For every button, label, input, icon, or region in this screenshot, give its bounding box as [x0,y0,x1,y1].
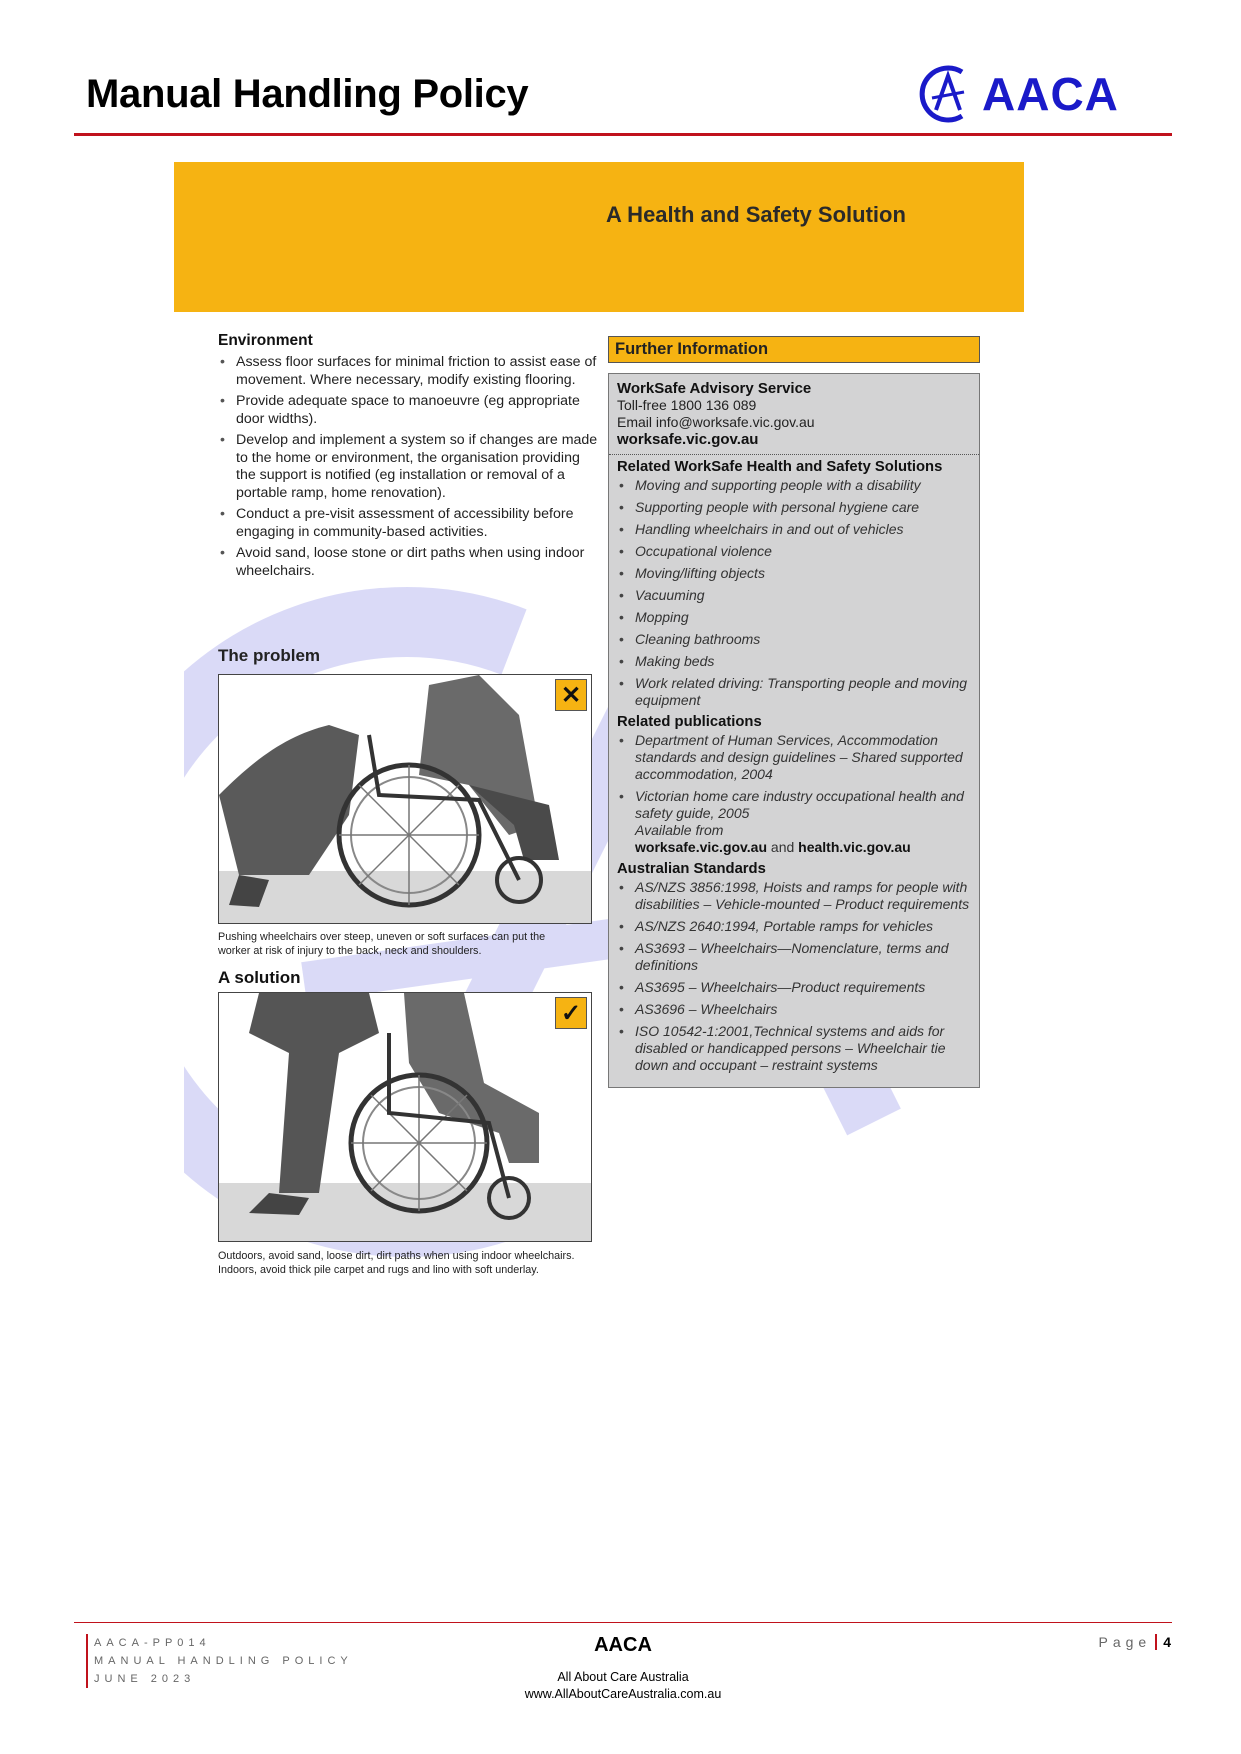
service-name: WorkSafe Advisory Service [617,380,812,397]
banner-title: A Health and Safety Solution [606,202,906,227]
list-item: • AS/NZS 3856:1998, Hoists and ramps for people with disabilities – Vehicle-mounted – Product requirements [617,879,971,913]
list-item: • Develop and implement a system so if changes are made to the home or environment, the organisation providing the support is notified (eg installation or removal of a portable ramp, home renovation). [218,432,598,502]
list-item [617,788,971,856]
tollfree-number: Toll-free 1800 136 089 [617,397,757,413]
footer-divider [74,1622,1172,1623]
page-title: Manual Handling Policy [86,72,529,116]
list-item: • Mopping [617,609,971,626]
footer-brand-block [400,1634,846,1703]
related-solutions-heading: Related WorkSafe Health and Safety Solutions [617,459,943,475]
list-item: • Provide adequate space to manoeuvre (eg appropriate door widths). [218,393,598,428]
further-information-heading: Further Information [608,336,980,363]
list-item: • Work related driving: Transporting people and moving equipment [617,675,971,709]
doc-date: JUNE 2023 [86,1670,353,1688]
environment-heading: Environment [218,332,313,349]
footer-org-name: All About Care Australia [557,1670,689,1684]
worksafe-link[interactable]: worksafe.vic.gov.au [617,431,759,448]
page-number: 4 [1155,1634,1171,1650]
aaca-emblem-icon [918,64,974,124]
contact-email[interactable]: Email info@worksafe.vic.gov.au [617,414,815,430]
health-safety-sheet [174,162,1024,1302]
further-information-section [608,336,980,1088]
solution-heading: A solution [218,968,301,987]
footer-doc-info [86,1634,353,1688]
list-item: • Assess floor surfaces for minimal friction to assist ease of movement. Where necessary, modify existing flooring. [218,354,598,389]
aaca-logo [918,62,1128,126]
list-item: • Cleaning bathrooms [617,631,971,648]
logo-text: AACA [982,68,1119,120]
list-item: • AS/NZS 2640:1994, Portable ramps for vehicles [617,918,971,935]
banner [174,162,1024,312]
list-item: • ISO 10542-1:2001,Technical systems and aids for disabled or handicapped persons – Wheelchair tie down and occupant – restraint systems [617,1023,971,1074]
list-item: • Department of Human Services, Accommodation standards and design guidelines – Shared supported accommodation, 2004 [617,732,971,783]
footer-brand: AACA [594,1634,652,1656]
list-item: • Handling wheelchairs in and out of vehicles [617,521,971,538]
problem-heading: The problem [218,646,321,665]
standards-list [617,879,971,1074]
environment-section [218,332,598,584]
list-item: • AS3693 – Wheelchairs—Nomenclature, terms and definitions [617,940,971,974]
solution-caption: Outdoors, avoid sand, loose dirt, dirt paths when using indoor wheelchairs. Indoors, avoid thick pile carpet and rugs and lino with soft underlay. [218,1250,575,1276]
publication-title: Victorian home care industry occupational health and safety guide, 2005 [635,788,964,821]
list-item: • Occupational violence [617,543,971,560]
list-item: • AS3695 – Wheelchairs—Product requirements [617,979,971,996]
publications-heading: Related publications [617,714,762,730]
and-text: and [770,839,795,855]
wheelchair-pushing-illustration [219,993,591,1241]
list-item: • Moving/lifting objects [617,565,971,582]
list-item: • AS3696 – Wheelchairs [617,1001,971,1018]
publications-list [617,732,971,856]
wheelchair-pushing-illustration [219,675,591,923]
doc-code: AACA-PP014 [86,1634,353,1652]
header-divider [74,133,1172,136]
list-item: • Moving and supporting people with a disability [617,477,971,494]
further-information-box [608,373,980,1088]
problem-caption: Pushing wheelchairs over steep, uneven or soft surfaces can put the worker at risk of injury to the back, neck and shoulders. [218,931,546,957]
list-item: • Conduct a pre-visit assessment of accessibility before engaging in community-based activities. [218,506,598,541]
page-label: Page [1098,1634,1152,1650]
footer-website-link[interactable]: www.AllAboutCareAustralia.com.au [524,1687,722,1701]
standards-heading: Australian Standards [617,861,766,877]
list-item: • Vacuuming [617,587,971,604]
list-item: • Making beds [617,653,971,670]
related-solutions-list [617,477,971,709]
divider [609,454,979,455]
environment-list [218,354,598,580]
available-from-label: Available from [635,822,724,838]
solution-check-icon: ✓ [555,997,587,1029]
list-item: • Avoid sand, loose stone or dirt paths when using indoor wheelchairs. [218,545,598,580]
problem-illustration [218,674,592,924]
list-item: • Supporting people with personal hygiene care [617,499,971,516]
problem-cross-icon: ✕ [555,679,587,711]
page-number-block [1099,1634,1172,1650]
doc-name: MANUAL HANDLING POLICY [86,1652,353,1670]
health-site-link[interactable]: health.vic.gov.au [798,839,911,855]
solution-illustration [218,992,592,1242]
worksafe-site-link[interactable]: worksafe.vic.gov.au [635,839,768,855]
